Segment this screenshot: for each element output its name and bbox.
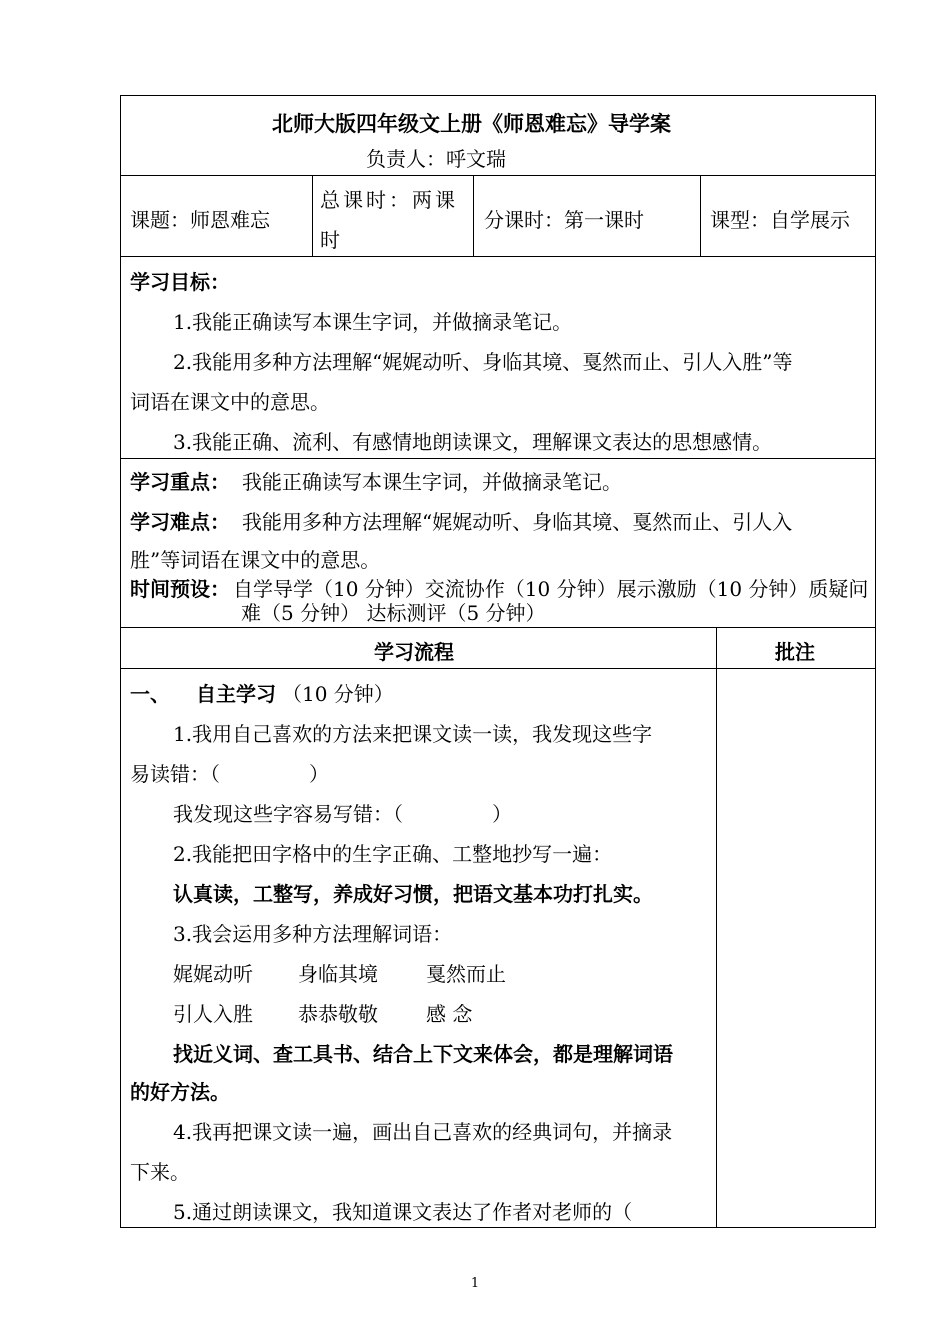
notes-column-header: 批注 [775, 640, 815, 664]
key-point-label: 学习重点： [130, 470, 230, 494]
time-plan-text: 自学导学（10 分钟）交流协作（10 分钟）展示激励（10 分钟）质疑问 [233, 577, 869, 601]
question-4-cont: 下来。 [130, 1160, 190, 1184]
question-2: 2.我能把田字格中的生字正确、工整地抄写一遍： [173, 842, 613, 866]
row-divider [120, 627, 876, 628]
cell-divider [473, 175, 474, 256]
difficult-point-text-cont: 胜”等词语在课文中的意思。 [130, 548, 381, 572]
objective-item: 1.我能正确读写本课生字词，并做摘录笔记。 [173, 310, 573, 334]
difficult-point-text: 我能用多种方法理解“娓娓动听、身临其境、戛然而止、引人入 [242, 510, 793, 534]
page-number: 1 [470, 1276, 480, 1291]
question-1: 1.我用自己喜欢的方法来把课文读一读，我发现这些字 [173, 722, 653, 746]
row-divider [120, 668, 876, 669]
vocab-word: 身临其境 [298, 962, 378, 986]
question-1-cont: 易读错：（ ） [130, 762, 330, 786]
objective-item-cont: 词语在课文中的意思。 [130, 390, 330, 414]
key-point-text: 我能正确读写本课生字词，并做摘录笔记。 [242, 470, 622, 494]
lesson-period: 分课时：第一课时 [484, 208, 644, 232]
section-number: 一、 [130, 682, 170, 706]
time-plan-label: 时间预设： [130, 577, 230, 601]
section-title: 自主学习 [196, 682, 276, 706]
question-5: 5.通过朗读课文，我知道课文表达了作者对老师的（ [173, 1200, 633, 1224]
vocab-word: 引人入胜 [173, 1002, 253, 1026]
question-4: 4.我再把课文读一遍，画出自己喜欢的经典词句，并摘录 [173, 1120, 673, 1144]
vocab-word: 感 念 [426, 1002, 473, 1026]
objective-item: 3.我能正确、流利、有感情地朗读课文，理解课文表达的思想感情。 [173, 430, 773, 454]
responsible-person: 负责人：呼文瑞 [366, 147, 506, 171]
cell-divider [716, 627, 717, 1228]
document-title: 北师大版四年级文上册《师恩难忘》导学案 [272, 112, 671, 136]
study-tip: 找近义词、查工具书、结合上下文来体会，都是理解词语 [173, 1042, 673, 1066]
process-column-header: 学习流程 [374, 640, 454, 664]
time-plan-text-cont: 难（5 分钟） 达标测评（5 分钟） [241, 601, 546, 625]
row-divider [120, 458, 876, 459]
vocab-word: 戛然而止 [426, 962, 506, 986]
row-divider [120, 175, 876, 176]
cell-divider [700, 175, 701, 256]
question-3: 3.我会运用多种方法理解词语： [173, 922, 453, 946]
study-tip-cont: 的好方法。 [130, 1080, 230, 1104]
study-tip: 认真读，工整写，养成好习惯，把语文基本功打扎实。 [173, 882, 653, 906]
objective-item: 2.我能用多种方法理解“娓娓动听、身临其境、戛然而止、引人入胜”等 [173, 350, 793, 374]
vocab-word: 娓娓动听 [173, 962, 253, 986]
objectives-heading: 学习目标： [130, 270, 230, 294]
cell-divider [312, 175, 313, 256]
total-hours-cont: 时 [320, 228, 340, 252]
section-time: （10 分钟） [282, 682, 394, 706]
question-1-writing: 我发现这些字容易写错：（ ） [173, 802, 513, 826]
vocab-word: 恭恭敬敬 [298, 1002, 378, 1026]
lesson-type: 课型：自学展示 [710, 208, 850, 232]
total-hours: 总课时：两课 [320, 188, 458, 212]
row-divider [120, 256, 876, 257]
difficult-point-label: 学习难点： [130, 510, 230, 534]
lesson-topic: 课题：师恩难忘 [130, 208, 270, 232]
